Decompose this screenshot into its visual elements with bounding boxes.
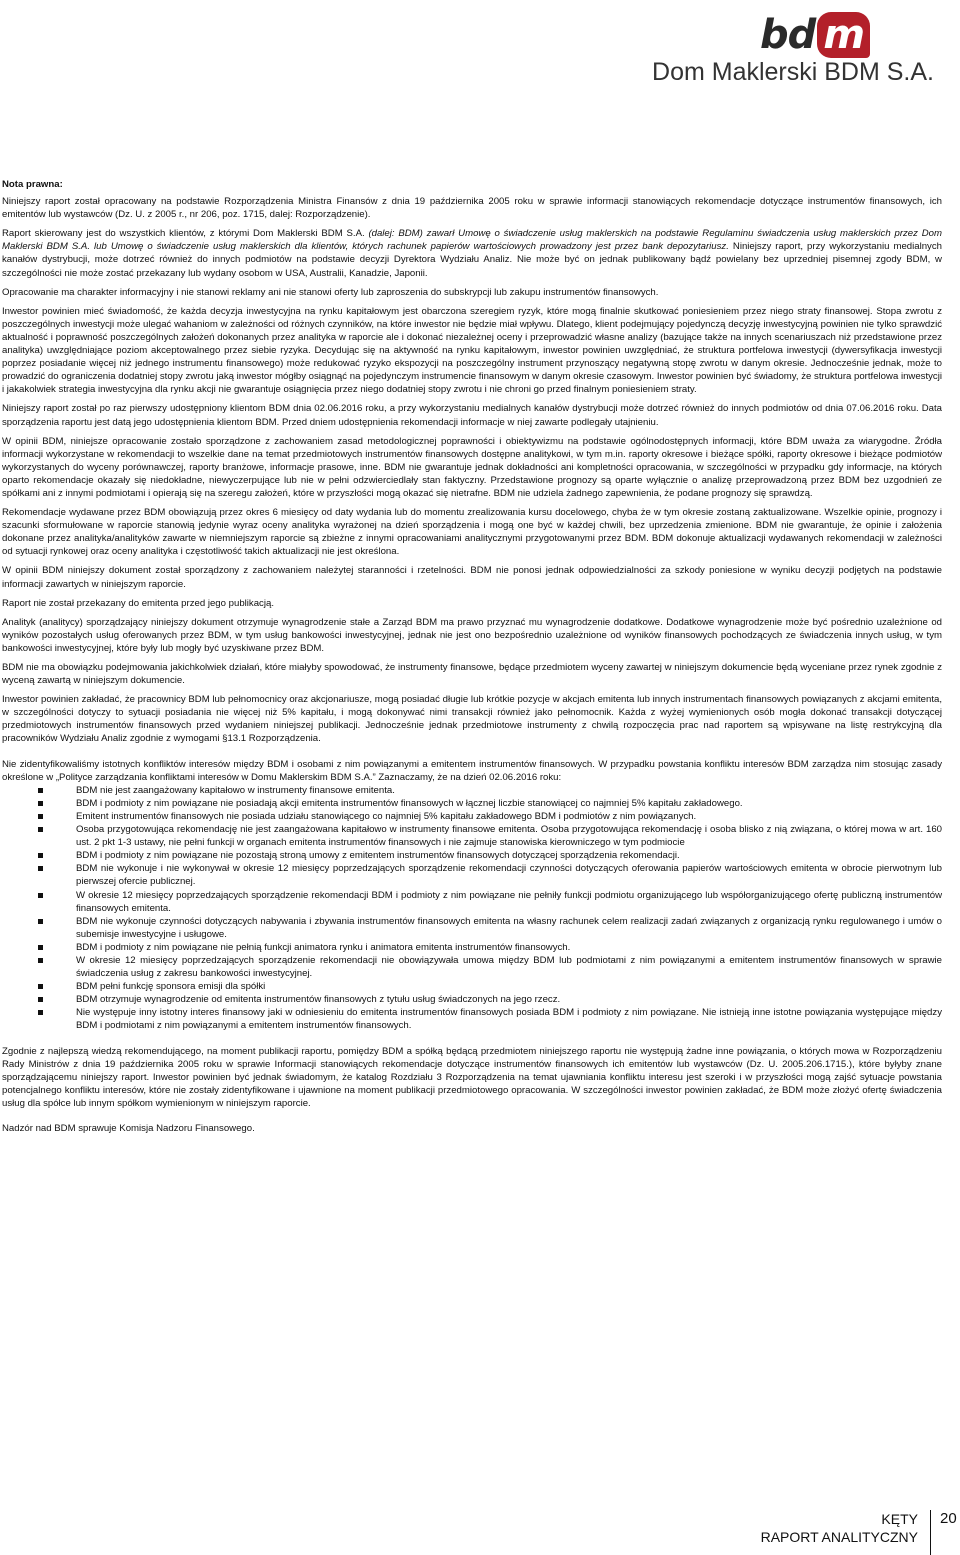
list-item xyxy=(2,849,942,862)
list-item-text: Emitent instrumentów finansowych nie posiada udziału stanowiącego co najmniej 5% kapitału zakładowego BDM i podmiotów z nim powiązanych. xyxy=(76,810,697,822)
paragraph-no-obligation: BDM nie ma obowiązku podejmowania jakichkolwiek działań, które miałyby spowodować, że instrumenty finansowe, będące przedmiotem wyceny zawartej w niniejszym dokumencie będą wyceniane przez rynek zgodnie z wyceną zawartą w niniejszym dokumencie. xyxy=(2,662,942,687)
list-item-text: BDM i podmioty z nim powiązane nie pozostają stroną umowy z emitentem instrumentów finansowych dotyczącej sporządzenia rekomendacji. xyxy=(76,850,680,862)
bullet-icon xyxy=(38,814,43,819)
list-item-text: BDM nie wykonuje i nie wykonywał w okresie 12 miesięcy poprzedzających sporządzenie rekomendacji czynności dotyczących oferowania papierów wartościowych emitenta w obrocie pierwotnym lub pierwszej ofercie publicznej. xyxy=(76,863,942,888)
legal-note xyxy=(2,178,942,1141)
company-name: Dom Maklerski BDM S.A. xyxy=(652,58,934,86)
list-item xyxy=(2,823,942,849)
list-item xyxy=(2,1006,942,1032)
list-item xyxy=(2,941,942,954)
footer-report-type: RAPORT ANALITYCZNY xyxy=(760,1529,918,1545)
paragraph-positions: Inwestor powinien zakładać, że pracownicy BDM lub pełnomocnicy oraz akcjonariusze, mogą posiadać długie lub krótkie pozycje w akcjach emitenta lub innych instrumentach finansowych powiązanych z akcjami emitenta, w szczególności dotyczy to sytuacji posiadania nie więcej niż 5% kapitału, i mogą dokonywać nimi transakcji również jako pełnomocnik. Każda z wyżej wymienionych osób mogła dokonać transakcji dotyczącej przedmiotowych instrumentów finansowych przed wydaniem niniejszej publikacji. Jednocześnie jednak przedmiotowe instrumenty z chwilą rozpoczęcia prac nad raportem są wpisywane na listę restrykcyjną dla pracowników Wydziału Analiz zgodnie z wymogami §13.1 Rozporządzenia. xyxy=(2,694,942,745)
list-item xyxy=(2,915,942,941)
legal-note-heading: Nota prawna: xyxy=(2,179,63,190)
audience-text-c: Niniejszy raport, przy wykorzystaniu medialnych kanałów dystrybucji, może dotrzeć również do innych podmiotów na podstawie decyzji Dyrektora Wydziału Analiz. Nie może być on jednak publikowany bądź powielany bez uprzedniej pisemnej zgody BDM, w szczególności nie może zostać przekazany lub wydany osobom w USA, Australii, Kanadzie, Japonii. xyxy=(2,241,942,279)
list-item-text: BDM pełni funkcję sponsora emisji dla spółki xyxy=(76,981,266,993)
bullet-icon xyxy=(38,958,43,963)
paragraph-validity: Rekomendacje wydawane przez BDM obowiązują przez okres 6 miesięcy od daty wydania lub do momentu zrealizowania kursu docelowego, chyba że w tym okresie zostaną zaktualizowane. Wszelkie opinie, prognozy i szacunki sformułowane w raporcie stanowią jedynie wyraz oceny analityka wyrażonej na dzień sporządzenia i mogą one być w każdej chwili, bez uprzedzenia zmienione. BDM nie gwarantuje, że opinie i założenia dokonane przez analityka/analityków zawarte w niemniejszym raporcie są zbieżne z innymi opracowaniami analitycznymi przygotowanymi przez BDM. BDM dokonuje aktualizacji wydawanych rekomendacji w zależności od sytuacji rynkowej oraz oceny analityka i częstotliwość takich aktualizacji nie jest określona. xyxy=(2,507,942,558)
list-item-text: W okresie 12 miesięcy poprzedzających sporządzenie rekomendacji BDM i podmioty z nim powiązane nie pełniły funkcji podmiotu organizującego lub współorganizującego ofertę publiczną instrumentów finansowych emitenta. xyxy=(76,889,942,914)
paragraph-remuneration: Analityk (analitycy) sporządzający niniejszy dokument otrzymuje wynagrodzenie stałe a Zarząd BDM ma prawo przyznać mu wynagrodzenie dodatkowe. Dodatkowe wynagrodzenie może być pośrednio uzależnione od wyników pozostałych usług oferowanych przez BDM, w tym usług bankowości inwestycyjnej, jednak nie jest ono bezpośrednio uzależnione od wyników finansowych pochodzących ze świadczenia innych usług, w tym bankowości inwestycyjnej, które były lub mogły być uzyskiwane przez BDM. xyxy=(2,616,942,654)
list-item-text: Nie występuje inny istotny interes finansowy jaki w odniesieniu do emitenta instrumentów finansowych posiada BDM i podmioty z nim powiązane. Nie istnieją inne istotne powiązania występujące między BDM i podmiotami z nim powiązanymi a emitentem instrumentów finansowych. xyxy=(76,1007,942,1032)
paragraph-diligence: W opinii BDM niniejszy dokument został sporządzony z zachowaniem należytej staranności i rzetelności. BDM nie ponosi jednak odpowiedzialności za szkody poniesione w wyniku decyzji podjętych na podstawie informacji zawartych w niniejszym raporcie. xyxy=(2,565,942,590)
page-footer xyxy=(760,1510,960,1555)
bullet-icon xyxy=(38,788,43,793)
page-number: 20 xyxy=(940,1510,957,1527)
footer-divider xyxy=(930,1510,931,1555)
list-item-text: BDM otrzymuje wynagrodzenie od emitenta instrumentów finansowych z tytułu usług świadczonych na jego rzecz. xyxy=(76,994,561,1006)
paragraph-basis: Niniejszy raport został opracowany na podstawie Rozporządzenia Ministra Finansów z dnia 19 października 2005 roku w sprawie informacji stanowiących rekomendacje dotyczące instrumentów finansowych, ich emitentów lub wystawców (Dz. U. z 2005 r., nr 206, poz. 1715, dalej: Rozporządzenie). xyxy=(2,196,942,221)
list-item-text: BDM i podmioty z nim powiązane nie posiadają akcji emitenta instrumentów finansowych w łącznej liczbie stanowiącej co najmniej 5% kapitału zakładowego. xyxy=(76,797,743,809)
paragraph-audience xyxy=(2,227,942,279)
list-item xyxy=(2,784,942,797)
list-item xyxy=(2,980,942,993)
footer-company: KĘTY xyxy=(881,1511,918,1527)
paragraph-not-sent: Raport nie został przekazany do emitenta przed jego publikacją. xyxy=(2,597,274,609)
list-item-text: BDM i podmioty z nim powiązane nie pełnią funkcji animatora rynku i animatora emitenta instrumentów finansowych. xyxy=(76,941,571,953)
bdm-logo-mark xyxy=(760,12,870,58)
list-item xyxy=(2,862,942,888)
bullet-icon xyxy=(38,919,43,924)
bullet-icon xyxy=(38,984,43,989)
bullet-icon xyxy=(38,866,43,871)
paragraph-conflicts: Nie zidentyfikowaliśmy istotnych konfliktów interesów między BDM i osobami z nim powiązanymi a emitentem instrumentów finansowych. W przypadku powstania konfliktu interesów BDM zarządza nim stosując zasady określone w „Polityce zarządzania konfliktami interesów w Domu Maklerskim BDM S.A.” Zaznaczamy, że na dzień 02.06.2016 roku: xyxy=(2,758,942,783)
list-item xyxy=(2,954,942,980)
list-item xyxy=(2,810,942,823)
bullet-icon xyxy=(38,945,43,950)
list-item-text: Osoba przygotowująca rekomendację nie jest zaangażowana kapitałowo w instrumenty finansowe emitenta. Osoba przygotowująca rekomendację i osoba blisko z nią związana, o której mowa w art. 160 ust. 2 pkt 1-3 ustawy, nie pełni funkcji w organach emitenta instrumentów finansowych i nie zajmuje stanowiska kierowniczego w tym podmiocie xyxy=(76,824,942,849)
list-item xyxy=(2,889,942,915)
list-item xyxy=(2,993,942,1006)
list-item-text: W okresie 12 miesięcy poprzedzających sporządzenie rekomendacji nie obowiązywała umowa między BDM lub podmiotami z nim powiązanymi a emitentem instrumentów finansowych w sprawie świadczenia usług z zakresu bankowości inwestycyjnej. xyxy=(76,954,942,980)
paragraph-dates: Niniejszy raport został po raz pierwszy udostępniony klientom BDM dnia 02.06.2016 roku, a przy wykorzystaniu medialnych kanałów dystrybucji może dotrzeć również do innych podmiotów od dnia 07.06.2016 roku. Data sporządzenia raportu jest datą jego udostępnienia klientom BDM. Przed dniem udostępnienia rekomendacji informacje w niej zawarte podlegały utajnieniu. xyxy=(2,403,942,428)
audience-text-a: Raport skierowany jest do wszystkich klientów, z którymi Dom Maklerski BDM S.A. xyxy=(2,228,369,240)
footer-text xyxy=(761,1510,918,1546)
company-logo xyxy=(640,10,940,90)
list-item xyxy=(2,797,942,810)
logo-mark-m: m xyxy=(817,12,870,58)
bullet-icon xyxy=(38,827,43,832)
bullet-icon xyxy=(38,893,43,898)
list-item-text: BDM nie jest zaangażowany kapitałowo w instrumenty finansowe emitenta. xyxy=(76,784,395,796)
paragraph-supervision: Nadzór nad BDM sprawuje Komisja Nadzoru Finansowego. xyxy=(2,1123,255,1134)
paragraph-risk: Inwestor powinien mieć świadomość, że każda decyzja inwestycyjna na rynku kapitałowym jest obarczona szeregiem ryzyk, które mogą finalnie skutkować poniesieniem przez niego straty finansowej. Stopa zwrotu z poszczególnych inwestycji może ulegać wahaniom w zależności od różnych czynników, na które inwestor nie będzie miał wpływu. Dlatego, klient podejmujący pojedynczą decyzję inwestycyjną powinien nie tylko sprawdzić aktualność i poprawność poszczególnych założeń dokonanych przez analityka w raporcie ale i dokonać niezależnej oceny i przeprowadzić własne analizy (bazujące także na innych scenariuszach niż przedstawione przez analityka) uwzględniające poziom akceptowalnego przez siebie ryzyka. Decydując się na aktywność na rynku kapitałowym, inwestor powinien uwzględniać, że struktura portfelowa inwestycji (dywersyfikacja inwestycji poprzez posiadanie więcej niż jednego instrumentu finansowego) może redukować ryzyko ekspozycji na poszczególny instrument przynoszący negatywną stopę zwrotu w danym okresie. Jednocześnie jednak, może to prowadzić do ograniczenia dodatniej stopy zwrotu jaką inwestor mógłby osiągnąć na pojedynczym instrumencie finansowym w danym okresie czasowym. Inwestor powinien być świadomy, że struktura portfelowa inwestycji i jakakolwiek strategia inwestycyjna dla rynku akcji nie gwarantuje osiągnięcia przez niego dodatniej stopy zwrotu i nie chroni go przed finalnym poniesieniem straty. xyxy=(2,305,942,396)
bullet-icon xyxy=(38,801,43,806)
paragraph-informational: Opracowanie ma charakter informacyjny i nie stanowi reklamy ani nie stanowi oferty lub zaproszenia do subskrypcji lub zakupu instrumentów finansowych. xyxy=(2,286,659,298)
paragraph-methodology: W opinii BDM, niniejsze opracowanie zostało sporządzone z zachowaniem zasad metodologicznej poprawności i obiektywizmu na podstawie ogólnodostępnych informacji, które BDM uważa za wiarygodne. Źródła informacji wykorzystane w rekomendacji to wszelkie dane na temat przedmiotowych instrumentów finansowych dostępne analitykowi, w tym m.in. raporty okresowe i bieżące spółki, raporty okresowe i bieżące podmiotów wykorzystanych do wyceny porównawczej, raporty branżowe, informacje prasowe, inne. BDM nie gwarantuje jednak dokładności ani kompletności opracowania, w szczególności w przypadku gdy informacje, na których oparto rekomendacje okazały się niedokładne, niewyczerpujące lub nie w pełni odzwierciedlały stan faktyczny. Przedstawione prognozy są oparte wyłącznie o analizę przeprowadzoną przez BDM bez uzgodnień ze spółkami ani z innymi podmiotami i opierają się na szeregu założeń, które w przyszłości mogą okazać się nietrafne. BDM nie udziela żadnego zapewnienia, że podane prognozy się sprawdzą. xyxy=(2,435,942,499)
conflicts-list xyxy=(2,784,942,1033)
logo-mark-bd: bd xyxy=(760,12,816,58)
paragraph-no-other-links: Zgodnie z najlepszą wiedzą rekomendującego, na moment publikacji raportu, pomiędzy BDM a spółką będącą przedmiotem niniejszego raportu nie występują żadne inne powiązania, o których mowa w Rozporządzeniu Rady Ministrów z dnia 19 października 2005 roku w sprawie Informacji stanowiących rekomendacje dotyczące instrumentów finansowych ich emitentów lub wystawców (Dz. U. 2005.206.1715.), które byłyby znane sporządzającemu niniejszy raport. Inwestor powinien być jednak świadomym, że katalog Rozdziału 3 Rozporządzenia na temat ujawniania konfliktu interesu jest szeroki i w przyszłości mogą zajść sytuacje powstania potencjalnego konfliktu interesów, które nie zostały zidentyfikowane i ujawnione na moment publikacji przedmiotowego opracowania. W szczególności inwestor powinien zakładać, że BDM może złożyć ofertę świadczenia usług dla spółce lub innym spółkom wymienionym w niniejszym raporcie. xyxy=(2,1045,942,1109)
list-item-text: BDM nie wykonuje czynności dotyczących nabywania i zbywania instrumentów finansowych emitenta na własny rachunek celem realizacji zadań związanych z organizacją rynku regulowanego i umów o subemisje inwestycyjne i usługowe. xyxy=(76,915,942,940)
bullet-icon xyxy=(38,997,43,1002)
bullet-icon xyxy=(38,853,43,858)
bullet-icon xyxy=(38,1010,43,1015)
audience-text-b: (dalej: BDM) zawarł Umowę o świadczenie usług maklerskich na podstawie Regulaminu świadczenia usług maklerskich przez Dom Maklerski BDM S.A. lub Umowę o świadczenie usług maklerskich dla klientów, których rachunek papierów wartościowych prowadzony jest przez bank depozytariusz. xyxy=(2,228,942,253)
